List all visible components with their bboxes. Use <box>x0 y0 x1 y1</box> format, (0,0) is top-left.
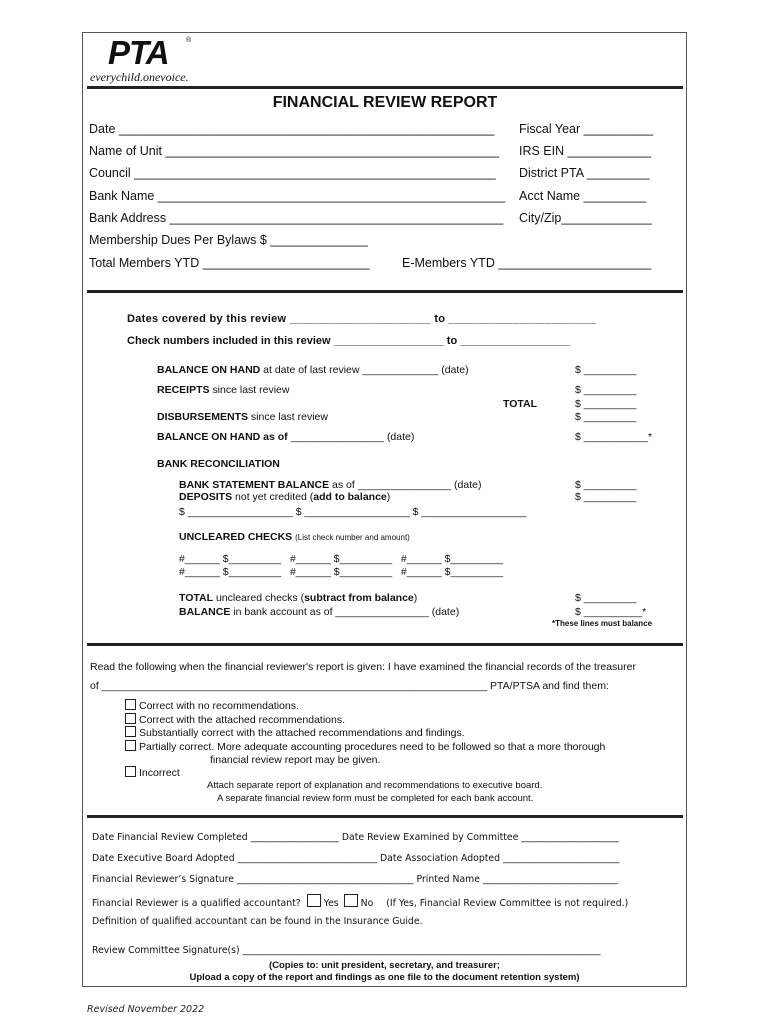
option-label: Correct with no recommendations. <box>139 700 299 712</box>
balance-on-hand-date: at date of last review _____________ (date) <box>260 364 469 376</box>
e-members-field[interactable]: E-Members YTD ______________________ <box>402 256 652 270</box>
disbursements-label: DISBURSEMENTS <box>157 411 249 423</box>
irs-ein-field[interactable]: IRS EIN ____________ <box>519 144 652 158</box>
council-field[interactable]: Council ____________________________________________________ <box>89 166 496 180</box>
receipts-line <box>157 384 289 396</box>
bank-statement-label: BANK STATEMENT BALANCE <box>179 479 330 491</box>
deposits-amount[interactable]: $ _________ <box>575 491 637 503</box>
checkbox[interactable] <box>125 726 136 737</box>
statement-line-2[interactable]: of __________________________________________________________________ PTA/PTSA and find them: <box>90 680 609 692</box>
balance-on-hand-amount[interactable]: $ _________ <box>575 364 637 376</box>
deposits-end: ) <box>386 491 391 503</box>
bank-balance-date: in bank account as of ________________ (date) <box>230 606 460 618</box>
separate-form-note: A separate financial review form must be completed for each bank account. <box>217 793 534 804</box>
attach-note: Attach separate report of explanation and recommendations to executive board. <box>207 780 543 791</box>
bank-balance-amount[interactable]: $ __________* <box>575 606 647 618</box>
divider-1 <box>87 290 683 293</box>
city-zip-field[interactable]: City/Zip_____________ <box>519 211 652 225</box>
trademark-mark: ® <box>186 37 192 44</box>
uncleared-label: UNCLEARED CHECKS <box>179 531 293 543</box>
balance-as-of-amount[interactable]: $ ___________* <box>575 431 653 443</box>
deposits-add: add to balance <box>313 491 387 503</box>
deposit-lines[interactable]: $ __________________ $ __________________ $ __________________ <box>179 506 527 518</box>
pta-wordmark: PTA <box>108 34 169 71</box>
option-substantially-correct[interactable] <box>125 726 465 739</box>
name-of-unit-field[interactable]: Name of Unit ________________________________________________ <box>89 144 500 158</box>
no-label: No <box>360 898 374 909</box>
pta-logo <box>90 34 220 84</box>
bank-statement-date: as of ________________ (date) <box>329 479 482 491</box>
deposits-mid: not yet credited ( <box>232 491 314 503</box>
receipts-label: RECEIPTS <box>157 384 210 396</box>
checkbox[interactable] <box>125 766 136 777</box>
deposits-line <box>179 491 390 503</box>
divider-3 <box>87 815 683 818</box>
balance-as-of-date: ________________ (date) <box>287 431 415 443</box>
divider-top <box>87 86 683 89</box>
bank-statement-amount[interactable]: $ _________ <box>575 479 637 491</box>
option-label: Incorrect <box>139 767 180 779</box>
option-label: Substantially correct with the attached recommendations and findings. <box>139 727 465 739</box>
total-uncleared-line <box>179 592 417 604</box>
bank-balance-line[interactable] <box>179 606 459 618</box>
receipts-rest: since last review <box>209 384 290 396</box>
bank-address-field[interactable]: Bank Address ________________________________________________ <box>89 211 504 225</box>
district-pta-field[interactable]: District PTA _________ <box>519 166 650 180</box>
option-incorrect[interactable] <box>125 766 180 779</box>
revised-date: Revised November 2022 <box>87 1004 205 1015</box>
disbursements-line <box>157 411 328 423</box>
option-correct-attached[interactable] <box>125 713 345 726</box>
acct-name-field[interactable]: Acct Name _________ <box>519 189 647 203</box>
disbursements-amount[interactable]: $ _________ <box>575 411 637 423</box>
option-correct[interactable] <box>125 699 299 712</box>
date-completed-field[interactable]: Date Financial Review Completed ___________________ Date Review Examined by Committee _____________________ <box>92 832 619 843</box>
checkbox[interactable] <box>125 713 136 724</box>
definition-note: Definition of qualified accountant can be found in the Insurance Guide. <box>92 916 423 927</box>
checkbox[interactable] <box>125 740 136 751</box>
total-uncleared-label: TOTAL <box>179 592 214 604</box>
copies-note: (Copies to: unit president, secretary, and treasurer; <box>268 960 501 971</box>
disbursements-rest: since last review <box>248 411 328 423</box>
statement-line-1: Read the following when the financial reviewer's report is given: I have examined the financial records of the treasurer <box>90 661 636 673</box>
total-uncleared-amount[interactable]: $ _________ <box>575 592 637 604</box>
balance-as-of-line[interactable] <box>157 431 414 443</box>
bank-statement-line[interactable] <box>179 479 482 491</box>
checkbox[interactable] <box>125 699 136 710</box>
qualified-accountant-row <box>92 894 628 909</box>
bank-name-field[interactable]: Bank Name __________________________________________________ <box>89 189 506 203</box>
fiscal-year-field[interactable]: Fiscal Year __________ <box>519 122 654 136</box>
balance-as-of-label: BALANCE ON HAND as of <box>157 431 288 443</box>
qualified-question: Financial Reviewer is a qualified accountant? <box>92 898 301 909</box>
receipts-amount[interactable]: $ _________ <box>575 384 637 396</box>
page-title: FINANCIAL REVIEW REPORT <box>272 94 498 111</box>
reviewer-signature-field[interactable]: Financial Reviewer’s Signature ______________________________________ Printed Name _____________________________ <box>92 874 618 885</box>
divider-2 <box>87 643 683 646</box>
check-numbers-field[interactable]: Check numbers included in this review __________________ to __________________ <box>127 335 571 347</box>
bank-reconciliation-heading: BANK RECONCILIATION <box>157 458 280 470</box>
balance-on-hand-label: BALANCE ON HAND <box>157 364 261 376</box>
total-amount[interactable]: $ _________ <box>575 398 637 410</box>
date-field[interactable]: Date ______________________________________________________ <box>89 122 495 136</box>
deposits-label: DEPOSITS <box>179 491 233 503</box>
balance-on-hand-line[interactable] <box>157 364 469 376</box>
upload-note: Upload a copy of the report and findings as one file to the document retention system) <box>189 972 580 983</box>
committee-signature-field[interactable]: Review Committee Signature(s) _____________________________________________________________________________ <box>92 945 601 956</box>
qualified-note: (If Yes, Financial Review Committee is not required.) <box>386 898 629 909</box>
dates-covered-field[interactable]: Dates covered by this review ______________________ to _______________________ <box>127 313 597 325</box>
pta-tagline: everychild.onevoice. <box>90 70 189 84</box>
membership-dues-field[interactable]: Membership Dues Per Bylaws $ ______________ <box>89 233 368 247</box>
option-label: Partially correct. More adequate accounting procedures need to be followed so that a more thorough <box>139 741 606 753</box>
check-row-1[interactable]: #______ $_________ #______ $_________ #______ $_________ <box>179 553 504 565</box>
yes-label: Yes <box>323 898 339 909</box>
no-checkbox[interactable] <box>344 894 358 907</box>
bank-balance-label: BALANCE <box>179 606 231 618</box>
partial-continuation: financial review report may be given. <box>210 754 381 766</box>
total-members-field[interactable]: Total Members YTD ________________________ <box>89 256 370 270</box>
must-balance-note: *These lines must balance <box>552 619 653 628</box>
total-uncleared-mid: uncleared checks ( <box>213 592 305 604</box>
yes-checkbox[interactable] <box>307 894 321 907</box>
total-label: TOTAL <box>503 398 538 410</box>
option-partially-correct[interactable] <box>125 740 605 753</box>
date-board-field[interactable]: Date Executive Board Adopted ______________________________ Date Association Adopted _________________________ <box>92 853 620 864</box>
uncleared-checks-heading <box>179 531 410 543</box>
option-label: Correct with the attached recommendations. <box>139 714 346 726</box>
total-uncleared-end: ) <box>413 592 418 604</box>
check-row-2[interactable]: #______ $_________ #______ $_________ #______ $_________ <box>179 566 504 578</box>
uncleared-note: (List check number and amount) <box>295 533 410 542</box>
total-uncleared-subtract: subtract from balance <box>304 592 414 604</box>
